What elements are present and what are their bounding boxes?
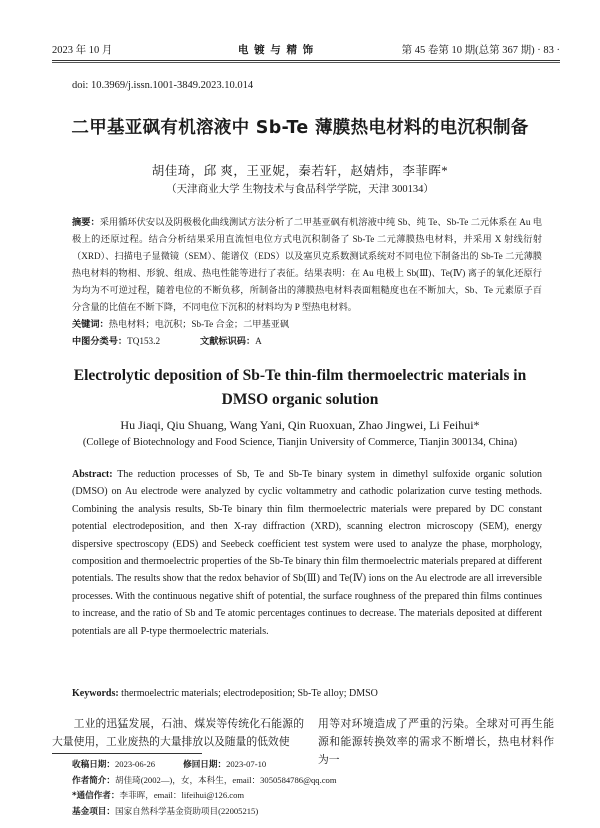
footnote-corresponding <box>72 788 337 804</box>
footnotes <box>72 757 337 819</box>
received-date: 2023-06-26 <box>114 759 156 769</box>
affiliation-english: (College of Biotechnology and Food Science, Tianjin University of Commerce, Tianjin 300134, China) <box>82 437 518 448</box>
abstract-english-text: The reduction processes of Sb, Te and Sb-Te binary system in dimethyl sulfoxide organic solution (DMSO) on Au electrode were analyzed by cyclic voltammetry and cathodic polarization curve testing methods. Combining the analysis results, Sb-Te binary thin film thermoelectric materials were prepared by DC constant potential electrodeposition, and then X-ray diffraction (XRD), scanning electron microscopy (SEM), energy dispersive spectroscopy (EDS) and Seebeck coefficient test system were used to analyze the phase, morphology, composition and thermoelectric properties of the Sb-Te binary thin film thermoelectric materials prepared at different potentials. The results show that the redox behavior of Sb(Ⅲ) and Te(Ⅳ) ions on the Au electrode are all irreversible processes. With the continuous negative shift of potential, the surface roughness of the prepared thin films continues to increase, and the ratio of Sb and Te atomic percentages continues to decrease. The materials deposited at different potentials are all P-type thermoelectric materials. <box>72 469 542 637</box>
received-label: 收稿日期： <box>72 760 115 770</box>
footnote-fund <box>72 804 337 820</box>
author-bio-label: 作者简介： <box>72 775 115 786</box>
abstract-english <box>72 466 542 640</box>
fund-label: 基金项目： <box>72 806 115 817</box>
keywords-english-label: Keywords: <box>72 688 119 699</box>
volume-page-info: 第 45 卷第 10 期(总第 367 期) · 83 · <box>401 45 560 56</box>
issue-date: 2023 年 10 月 <box>52 45 113 56</box>
abstract-chinese-label: 摘要： <box>72 217 100 228</box>
revised-label: 修回日期： <box>183 760 227 770</box>
header-rule <box>52 60 560 61</box>
authors-english: Hu Jiaqi, Qiu Shuang, Wang Yani, Qin Ruoxuan, Zhao Jingwei, Li Feihui* <box>120 418 480 432</box>
keywords-english <box>72 688 542 699</box>
running-head <box>52 42 560 58</box>
affiliation-chinese: （天津商业大学 生物技术与食品科学学院，天津 300134） <box>166 184 434 195</box>
title-chinese: 二甲基亚砜有机溶液中 Sb-Te 薄膜热电材料的电沉积制备 <box>71 118 529 138</box>
abstract-chinese <box>72 214 542 316</box>
author-bio: 胡佳琦(2002—)，女，本科生，email：3050584786@qq.com <box>114 774 337 785</box>
corresponding-label: *通信作者： <box>72 791 120 801</box>
keywords-english-text: thermoelectric materials; electrodeposition; Sb-Te alloy; DMSO <box>121 688 378 699</box>
doc-code-value: A <box>255 336 262 346</box>
abstract-chinese-text: 采用循环伏安以及阴极极化曲线测试方法分析了二甲基亚砜有机溶液中纯 Sb、纯 Te、Sb-Te 二元体系在 Au 电极上的还原过程。结合分析结果采用直流恒电位方式电沉积制备了 Sb-Te 二元薄膜热电材料，并采用 X 射线衍射（XRD）、扫描电子显微镜（SEM）、能谱仪（EDS）以及塞贝克系数测试系统对不同电位下制备出的 Sb-Te 二元薄膜热电材料的物相、形貌、组成、热电性能等进行了表征。结果表明：在 Au 电极上 Sb(Ⅲ)、Te(Ⅳ) 离子的氧化还原行为均为不可逆过程，随着电位的不断负移，所制备出的薄膜热电材料表面粗糙度也在不断加大，Sb、Te 元素原子百分含量的比值在不断下降，不同电位下沉积的材料均为 P 型热电材料。 <box>72 217 542 312</box>
journal-name: 电 镀 与 精 饰 <box>238 44 315 56</box>
clc-value: TQ153.2 <box>127 336 161 346</box>
doc-code-label: 文献标识码： <box>200 336 256 347</box>
abstract-english-label: Abstract: <box>72 469 113 480</box>
keywords-chinese-label: 关键词： <box>72 319 109 330</box>
footnote-rule <box>52 753 202 754</box>
body-column-right: 用等对环境造成了严重的污染。全球对可再生能源和能源转换效率的需求不断增长，热电材料作为一 <box>318 718 554 766</box>
clc-label: 中图分类号： <box>72 336 128 347</box>
keywords-chinese-text: 热电材料；电沉积；Sb-Te 合金；二甲基亚砜 <box>108 319 290 329</box>
authors-chinese: 胡佳琦，邱 爽，王亚妮，秦若轩，赵婧炜，李菲晖* <box>151 164 449 178</box>
header-rule-thin <box>52 62 560 63</box>
classification-line <box>72 333 542 347</box>
title-english: Electrolytic deposition of Sb-Te thin-film thermoelectric materials in DMSO organic solution <box>73 367 527 408</box>
body-column-left: 工业的迅猛发展，石油、煤炭等传统化石能源的大量使用，工业废热的大量排放以及随量的低效使 <box>52 718 304 748</box>
corresponding-author: 李菲晖，email：lifeihui@126.com <box>119 790 245 800</box>
footnote-author <box>72 773 337 789</box>
fund-info: 国家自然科学基金资助项目(22005215) <box>114 805 259 816</box>
footnote-dates <box>72 757 337 773</box>
doi: doi: 10.3969/j.issn.1001-3849.2023.10.014 <box>72 80 254 91</box>
revised-date: 2023-07-10 <box>226 759 267 769</box>
keywords-chinese <box>72 316 542 330</box>
